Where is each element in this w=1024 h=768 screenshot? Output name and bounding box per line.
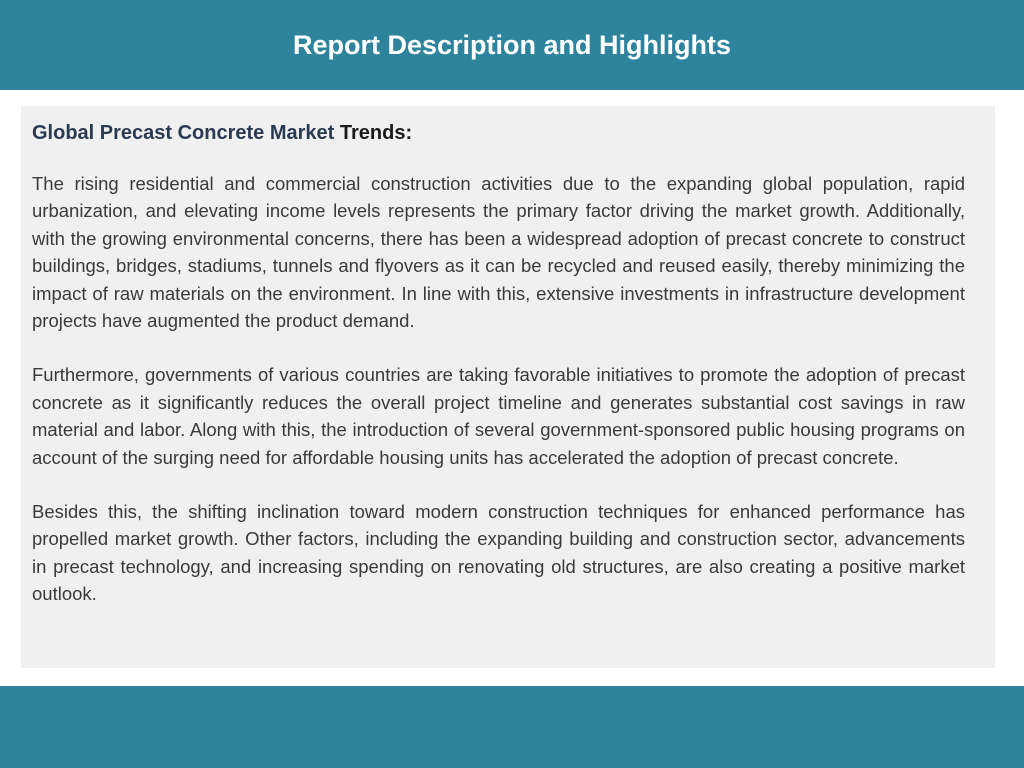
paragraph-market-drivers: The rising residential and commercial construction activities due to the expanding global population, rapid urbanization, and elevating income levels represents the primary factor driving the market growth. Additionally, with the growing environmental concerns, there has been a widespread adoption of precast concrete to construct buildings, bridges, stadiums, tunnels and flyovers as it can be recycled and reused easily, thereby minimizing the impact of raw materials on the environment. In line with this, extensive investments in infrastructure development projects have augmented the product demand. [32, 173, 965, 332]
footer-band [0, 686, 1024, 768]
page-title: Report Description and Highlights [292, 30, 731, 60]
paragraph-government-initiatives: Furthermore, governments of various countries are taking favorable initiatives to promote the adoption of precast concrete as it significantly reduces the overall project timeline and generates substantial cost savings in raw material and labor. Along with this, the introduction of several government-sponsored public housing programs on account of the surging need for affordable housing units has accelerated the adoption of precast concrete. [32, 364, 965, 468]
content-panel [21, 106, 995, 668]
section-heading [32, 118, 965, 148]
paragraph-market-outlook: Besides this, the shifting inclination toward modern construction techniques for enhanced performance has propelled market growth. Other factors, including the expanding building and construction sector, advancements in precast technology, and increasing spending on renovating old structures, are also creating a positive market outlook. [32, 501, 965, 605]
header-band [0, 0, 1024, 90]
section-heading-emphasis: Trends [339, 122, 406, 144]
section-heading-suffix: : [405, 122, 413, 144]
section-heading-main: Global Precast Concrete Market [32, 122, 340, 144]
